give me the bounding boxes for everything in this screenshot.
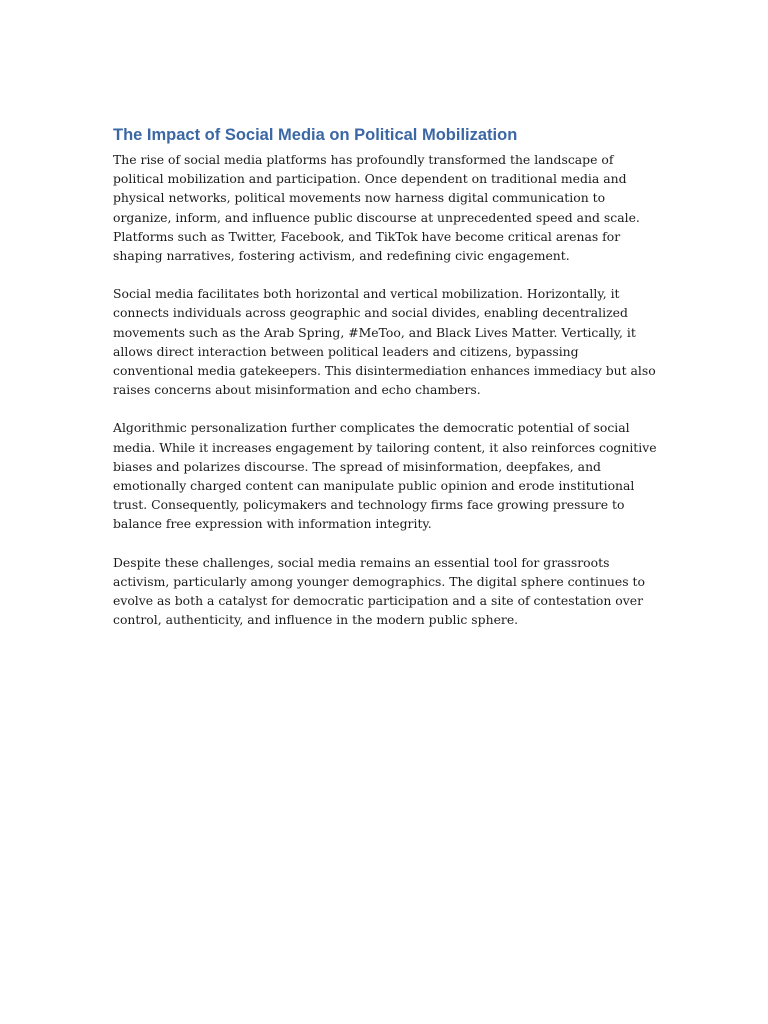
document-title: The Impact of Social Media on Political Mobilization xyxy=(113,126,518,144)
paragraph-4: Despite these challenges, social media remains an essential tool for grassroots activism, particularly among younger demographics. The digital sphere continues to evolve as both a catalyst for democratic participation and a site of contestation over control, authenticity, and influence in the modern public sphere. xyxy=(113,554,645,628)
paragraph-3: Algorithmic personalization further complicates the democratic potential of social media. While it increases engagement by tailoring content, it also reinforces cognitive biases and polarizes discourse. The spread of misinformation, deepfakes, and emotionally charged content can manipulate public opinion and erode institutional trust. Consequently, policymakers and technology firms face growing pressure to balance free expression with information integrity. xyxy=(113,420,657,532)
paragraph-2: Social media facilitates both horizontal and vertical mobilization. Horizontally, it connects individuals across geographic and social divides, enabling decentralized movements such as the Arab Spring, #MeToo, and Black Lives Matter. Vertically, it allows direct interaction between political leaders and citizens, bypassing conventional media gatekeepers. This disintermediation enhances immediacy but also raises concerns about misinformation and echo chambers. xyxy=(113,286,656,398)
paragraph-1: The rise of social media platforms has profoundly transformed the landscape of political mobilization and participation. Once dependent on traditional media and physical networks, political movements now harness digital communication to organize, inform, and influence public discourse at unprecedented speed and scale. Platforms such as Twitter, Facebook, and TikTok have become critical arenas for shaping narratives, fostering activism, and redefining civic engagement. xyxy=(113,152,640,264)
document-body xyxy=(113,124,658,629)
